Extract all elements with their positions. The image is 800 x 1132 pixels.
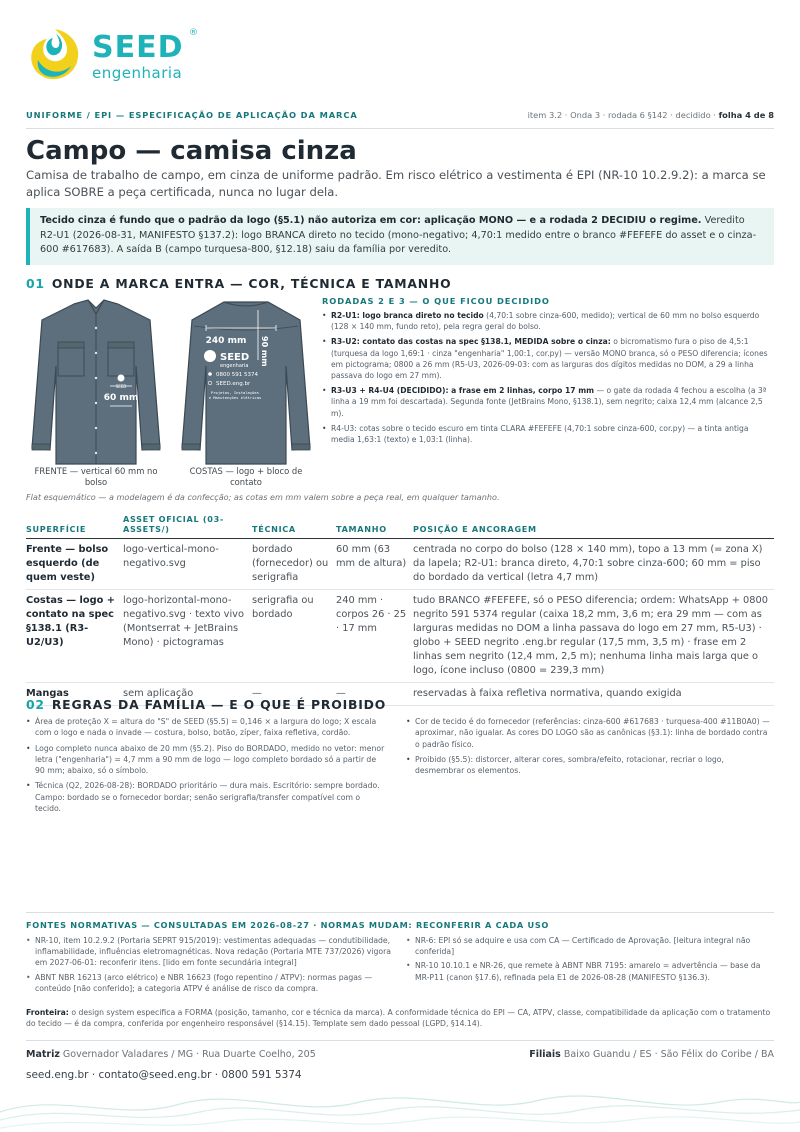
- back-height-label: 90 mm: [260, 336, 269, 367]
- cell-position: reservadas à faixa refletiva normativa, quando exigida: [413, 683, 774, 706]
- sheet-number: folha 4 de 8: [718, 110, 774, 120]
- footer: [26, 1040, 774, 1081]
- decision-lead: R3-U2: contato das costas na spec §138.1, MEDIDA sobre o cinza:: [331, 337, 611, 347]
- shirt-diagrams: [26, 298, 316, 488]
- headquarters-label: Matriz: [26, 1049, 60, 1060]
- decision-text: o bicromatismo fura o piso de 4,5:1 (turquesa da logo 1,69:1 · cinza "engenharia" 1,00:1, cor.py) — versão MONO branca, só o PESO diferencia; ícones em pictograma; 0800 a 26 mm (R5-U3, 2026-09-03: com as larguras dos dígitos medidas no DOM, a 29 a linha passava do logo em 27 mm).: [331, 337, 768, 381]
- col-header: ASSET OFICIAL (03-ASSETS/): [123, 510, 252, 539]
- contact-line: seed.eng.br · contato@seed.eng.br · 0800 591 5374: [26, 1069, 302, 1081]
- decision-text: — o gate da rodada 4 fechou a escolha (a 3ª linha a 19 mm foi descartada). Segunda fonte (JetBrains Mono, §138.1), sem negrito; caixa 12,4 mm (alcance 2,5 m).: [331, 386, 767, 418]
- back-tagline-2: e Manutenções elétricas: [208, 395, 262, 400]
- document-category: UNIFORME / EPI — ESPECIFICAÇÃO DE APLICAÇÃO DA MARCA: [26, 110, 358, 120]
- cell-position: centrada no corpo do bolso (128 × 140 mm), topo a 13 mm (= zona X) da lapela; R2-U1: branca direto, 4,70:1 sobre cinza-600; 60 mm = piso do bordado da vertical (letra 4,7 mm): [413, 539, 774, 590]
- cell-technique: bordado (fornecedor) ou serigrafia: [252, 539, 336, 590]
- back-caption: COSTAS — logo + bloco de contato: [189, 466, 303, 487]
- callout-body: Veredito R2-U1 (2026-08-31, MANIFESTO §137.2): logo BRANCA direto no tecido (mono-negativo; 4,70:1 medido entre o branco #FEFEFE do asset e o cinza-600 #617683). A saída B (campo turquesa-800, §12.18) saiu da família por veredito.: [40, 215, 757, 255]
- decisions-title: RODADAS 2 E 3 — O QUE FICOU DECIDIDO: [322, 296, 550, 306]
- branches-address: [529, 1049, 774, 1060]
- cell-size: 240 mm · corpos 26 · 25 · 17 mm: [336, 590, 413, 683]
- cell-asset: logo-horizontal-mono-negativo.svg · texto vivo (Montserrat + JetBrains Mono) · pictogramas: [123, 590, 252, 683]
- intro-paragraph: Camisa de trabalho de campo, em cinza de uniforme padrão. Em risco elétrico a vestimenta é EPI (NR-10 10.2.9.2): a marca se aplica SOBRE a peça certificada, nunca no lugar dela.: [26, 168, 766, 199]
- decision-item: [322, 423, 774, 445]
- col-header: POSIÇÃO E ANCORAGEM: [413, 510, 774, 539]
- front-caption: FRENTE — vertical 60 mm no bolso: [34, 466, 158, 487]
- decision-item: [322, 336, 774, 381]
- callout-lead: Tecido cinza é fundo que o padrão da logo (§5.1) não autoriza em cor: aplicação MONO — e a rodada 2 DECIDIU o regime.: [40, 215, 702, 226]
- document-status-prefix: item 3.2 · Onda 3 · rodada 6 §142 · decidido ·: [527, 110, 719, 120]
- shirt-front-diagram: [26, 298, 166, 466]
- section-1-heading: [26, 276, 451, 291]
- logo-registered-mark: ®: [189, 28, 198, 38]
- decorative-waves: [0, 1082, 800, 1132]
- cell-position: tudo BRANCO #FEFEFE, só o PESO diferencia; ordem: WhatsApp + 0800 negrito 591 5374 regular (caixa 18,2 mm, 3,6 m; era 29 mm — com as larguras medidas no DOM a linha passava do logo em 27 mm, R5-U3) · globo + SEED negrito .eng.br regular (17,5 mm, 3,5 m) · frase em 2 linhas sem negrito (12,4 mm, 2,5 m); nenhuma linha mais larga que o logo, ícone incluso (0800 = 239,3 mm): [413, 590, 774, 683]
- source-item: • NR-10, item 10.2.9.2 (Portaria SEPRT 915/2019): vestimentas adequadas — condutibilidade, inflamabilidade, influências eletromagnéticas. Nova redação (Portaria MTE 737/2026) vigora em 2027-06-01: reconferir itens. [lido em fonte secundária integral]: [26, 935, 394, 969]
- flat-sketch-note: Flat esquemático — a modelagem é da confecção; as cotas em mm valem sobre a peça real, em qualquer tamanho.: [26, 492, 500, 502]
- section-2-title: REGRAS DA FAMÍLIA — E O QUE É PROIBIDO: [51, 697, 387, 712]
- sources-left-column: [26, 935, 394, 997]
- decisions-panel: [322, 296, 774, 449]
- branches-label: Filiais: [529, 1049, 561, 1060]
- cell-asset: sem aplicação: [123, 683, 252, 706]
- page-title: Campo — camisa cinza: [26, 136, 357, 166]
- branches-text: Baixo Guandu / ES · São Félix do Coribe / BA: [560, 1049, 774, 1060]
- logo-wordmark: SEED: [92, 30, 184, 65]
- table-header-row: [26, 510, 774, 539]
- shirt-back-diagram: [176, 298, 316, 466]
- logo-subtitle: engenharia: [92, 64, 183, 82]
- decision-text: (4,70:1 sobre cinza-600, medido); vertical de 60 mm no bolso esquerdo (128 × 140 mm, fundo reto), pela regra geral do bolso.: [331, 311, 760, 332]
- back-tagline-1: Projetos, Instalações: [210, 390, 260, 395]
- cell-size: —: [336, 683, 413, 706]
- decision-callout: [26, 208, 774, 265]
- sources-title: FONTES NORMATIVAS — CONSULTADAS EM 2026-08-27 · NORMAS MUDAM: RECONFERIR A CADA USO: [26, 920, 550, 930]
- decision-lead: R3-U3 + R4-U4 (DECIDIDO): a frase em 2 linhas, corpo 17 mm: [331, 386, 595, 396]
- front-mini-logo: SEED: [115, 384, 127, 389]
- rules-left-column: [26, 716, 386, 818]
- headquarters-address: [26, 1049, 316, 1060]
- boundary-text: o design system especifica a FORMA (posição, tamanho, cor e técnica da marca). A conformidade técnica do EPI — CA, ATPV, classe, compatibilidade da aplicação com o tratamento do tecido — é da compra, conferida por engenheiro responsável (§14.15). Template sem dado pessoal (LGPD, §14.14).: [26, 1008, 771, 1029]
- cell-technique: serigrafia ou bordado: [252, 590, 336, 683]
- front-dimension-label: 60 mm: [103, 393, 139, 403]
- whatsapp-icon: [208, 372, 212, 376]
- back-phone: 0800 591 5374: [216, 372, 258, 378]
- back-width-label: 240 mm: [205, 336, 247, 346]
- col-header: SUPERFÍCIE: [26, 510, 123, 539]
- rule-item: • Cor de tecido é do fornecedor (referências: cinza-600 #617683 · turquesa-400 #11B0A0) — aproximar, não igualar. As cores DO LOGO são as canônicas (§3.1): linha de bordado contra o padrão físico.: [406, 716, 774, 750]
- source-item: • NR-6: EPI só se adquire e usa com CA — Certificado de Aprovação. [leitura integral não conferida]: [406, 935, 774, 957]
- cell-size: 60 mm (63 mm de altura): [336, 539, 413, 590]
- normative-sources: [26, 912, 774, 1029]
- section-1-number: 01: [26, 276, 45, 291]
- boundary-note: [26, 1007, 774, 1029]
- cell-surface: Costas — logo + contato na spec §138.1 (R3-U2/U3): [26, 590, 123, 683]
- table-row: [26, 590, 774, 683]
- back-logo-sub: engenharia: [220, 363, 249, 369]
- section-1-title: ONDE A MARCA ENTRA — COR, TÉCNICA E TAMANHO: [51, 276, 452, 291]
- document-meta-bar: [26, 110, 774, 129]
- section-2-number: 02: [26, 697, 45, 712]
- application-table: [26, 510, 774, 706]
- sources-right-column: [406, 935, 774, 986]
- rule-item: • Logo completo nunca abaixo de 20 mm (§5.2). Piso do BORDADO, medido no vetor: menor letra ("engenharia") = 4,7 mm a 90 mm de logo — logo completo bordado só a partir de 90 mm; abaixo, só o símbolo.: [26, 743, 386, 777]
- decisions-list: [322, 310, 774, 445]
- rule-item: • Proibido (§5.5): distorcer, alterar cores, sombra/efeito, rotacionar, recriar o logo, desmembrar os elementos.: [406, 754, 774, 777]
- source-item: • ABNT NBR 16213 (arco elétrico) e NBR 16623 (fogo repentino / ATPV): normas pagas — conteúdo [não conferido]; a categoria ATPV é análise de risco da compra.: [26, 972, 394, 994]
- cell-technique: —: [252, 683, 336, 706]
- seed-symbol-icon: [26, 26, 84, 84]
- section-2-heading: [26, 697, 386, 712]
- document-status: [528, 110, 774, 120]
- rules-right-column: [406, 716, 774, 780]
- decision-lead: R2-U1: logo branca direto no tecido: [331, 311, 484, 320]
- rule-item: • Técnica (Q2, 2026-08-28): BORDADO prioritário — dura mais. Escritório: sempre bordado. Campo: bordado se o fornecedor bordar; senão serigrafia/transfer compatível com o tecido.: [26, 780, 386, 814]
- col-header: TAMANHO: [336, 510, 413, 539]
- decision-text: R4-U3: cotas sobre o tecido escuro em tinta CLARA #FEFEFE (4,70:1 sobre cinza-600, cor.py) — a tinta antiga media 1,63:1 (texto) e 1,03:1 (linha).: [331, 423, 749, 445]
- rule-item: • Área de proteção X = altura do "S" de SEED (§5.5) = 0,146 × a largura do logo; X escala com o logo e nada o invade — costura, bolso, botão, zíper, faixa refletiva, cordão.: [26, 716, 386, 739]
- back-site: SEED.eng.br: [216, 381, 251, 387]
- cell-surface: Frente — bolso esquerdo (de quem veste): [26, 539, 123, 590]
- boundary-label: Fronteira:: [26, 1008, 69, 1017]
- cell-asset: logo-vertical-mono-negativo.svg: [123, 539, 252, 590]
- seed-logo: [26, 26, 216, 86]
- cell-surface: Mangas: [26, 683, 123, 706]
- table-row: [26, 539, 774, 590]
- back-logo-word: SEED: [220, 352, 250, 363]
- col-header: TÉCNICA: [252, 510, 336, 539]
- decision-item: [322, 310, 774, 332]
- headquarters-text: Governador Valadares / MG · Rua Duarte Coelho, 205: [59, 1049, 316, 1060]
- decision-item: [322, 385, 774, 419]
- source-item: • NR-10 10.10.1 e NR-26, que remete à ABNT NBR 7195: amarelo = advertência — base da MR-P11 (canon §17.6), refinada pela E1 de 2026-08-28 (MANIFESTO §136.3).: [406, 960, 774, 982]
